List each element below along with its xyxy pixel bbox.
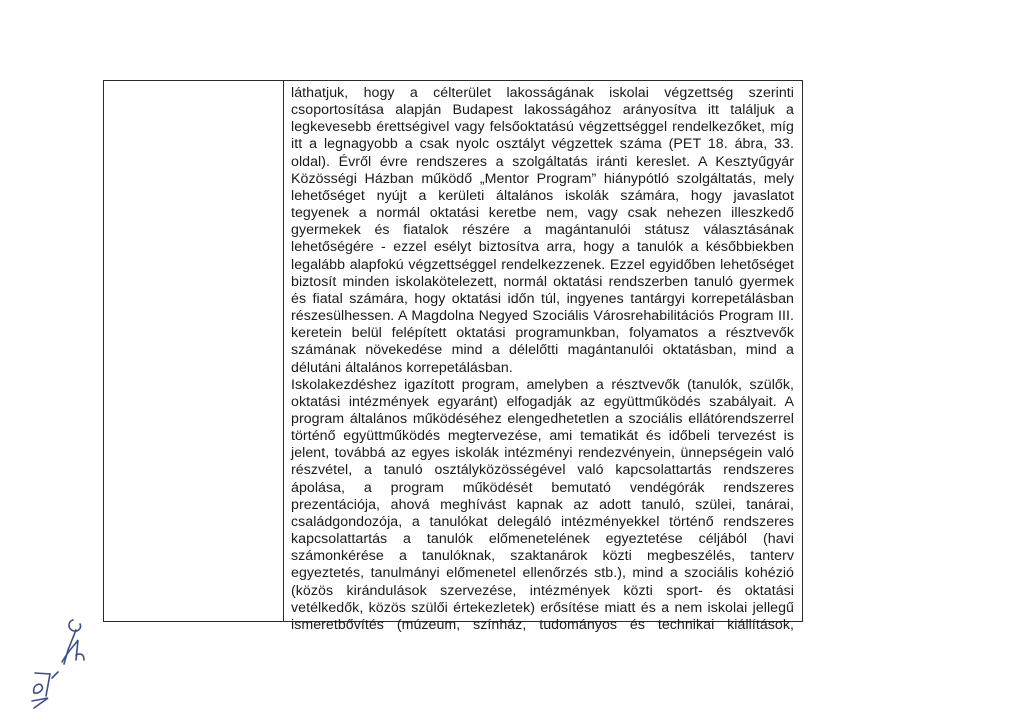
annotation-stroke-4 [69, 620, 81, 631]
annotation-stroke-8 [52, 672, 58, 678]
table-text-cell [284, 81, 802, 633]
paragraph-2: Iskolakezdéshez igazított program, amelyben a résztvevők (tanulók, szülők, oktatási intézmények egyaránt) elfogadják az együttműködés szabályait. A program általános működéséhez elengedhetetlen a szociális ellátórendszerrel történő együttműködés megtervezése, ami tematikát és időbeli tervezést is jelent, továbbá az egyes iskolák intézményi rendezvényein, ünnepségein való részvétel, a tanuló osztályközösségével való kapcsolattartás rendszeres ápolása, a program működését bemutató vendégórák rendszeres prezentációja, ahová meghívást kapnak az adott tanuló, szülei, tanárai, családgondozója, a tanulókat delegáló intézményekkel történő rendszeres kapcsolattartás a tanulók előmenetelének egyeztetése céljából (havi számonkérése a tanulóknak, szaktanárok közti megbeszélés, tanterv egyeztetés, tanulmányi előmenetel ellenőrzés stb.), mind a szociális kohézió (közös kirándulások szervezése, intézmények közti sport- és oktatási vetélkedők, közös szülői értekezletek) erősítése miatt és a nem iskolai jellegű ismeretbővítés (múzeum, színház, tudományos és technikai kiállítások, [291, 376, 794, 633]
table-left-column [104, 81, 284, 621]
handwritten-page-annotation [18, 600, 118, 710]
table-frame [103, 80, 803, 633]
annotation-stroke-7 [76, 654, 84, 660]
annotation-stroke-3 [32, 698, 48, 708]
paragraph-1: láthatjuk, hogy a célterület lakosságának iskolai végzettség szerinti csoportosítása alapján Budapest lakosságához arányosítva itt találjuk a legkevesebb érettségivel vagy felsőoktatású végzettséggel rendelkezőket, míg itt a legnagyobb a csak nyolc osztályt végzettek száma (PET 18. ábra, 33. oldal). Évről évre rendszeres a szolgáltatás iránti kereslet. A Kesztyűgyár Közösségi Házban működő „Mentor Program” hiánypótló szolgáltatás, mely lehetőséget nyújt a kerületi általános iskolák számára, hogy javaslatot tegyenek a normál oktatási keretbe nem, vagy csak nehezen illeszkedő gyermekek és fiatalok részére a magántanulói státusz választásának lehetőségére - ezzel esélyt biztosítva arra, hogy a tanulók a későbbiekben legalább alapfokú végzettséggel rendelkezzenek. Ezzel egyidőben lehetőséget biztosít minden iskolakötelezett, normál oktatási rendszerben tanuló gyermek és fiatal számára, hogy oktatási időn túl, ingyenes tantárgyi korrepetálásban részesülhessen. A Magdolna Negyed Szociális Városrehabilitációs Program III. keretein belül felépített oktatási programunkban, folyamatos a résztvevők számának növekedése mind a délelőtti magántanulói oktatásban, mind a délutáni általános korrepetálásban. [291, 85, 794, 376]
annotation-stroke-2 [34, 684, 43, 693]
annotation-stroke-5 [64, 630, 76, 664]
